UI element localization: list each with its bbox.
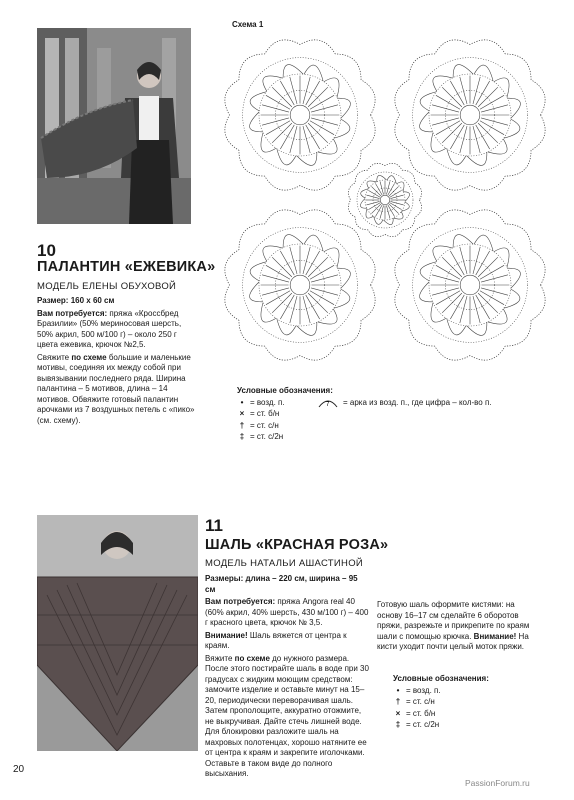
attention-label: Внимание! — [205, 630, 248, 640]
legend-1 — [237, 385, 537, 443]
size-label: Размеры: длина – 220 см, ширина – 95 см — [205, 574, 358, 594]
double-crochet-icon: † — [239, 420, 245, 430]
scheme-label: Схема 1 — [232, 20, 264, 29]
item-model: МОДЕЛЬ ЕЛЕНЫ ОБУХОВОЙ — [37, 281, 177, 292]
legend-arch: = арка из возд. п., где цифра – кол-во п. — [343, 397, 492, 407]
finish-post: На кисти уходит почти целый моток пряжи. — [377, 631, 529, 651]
item-description-left — [205, 574, 369, 782]
crochet-motif — [395, 210, 545, 360]
legend-item: = возд. п. — [250, 397, 285, 407]
item-number: 10 — [37, 241, 56, 260]
item-title: ШАЛЬ «КРАСНАЯ РОЗА» — [205, 537, 389, 553]
desc-bold: по схеме — [71, 352, 107, 362]
crochet-scheme-1 — [215, 30, 555, 370]
crochet-motif — [225, 210, 375, 360]
watermark: PassionForum.ru — [465, 778, 530, 788]
item-title: ПАЛАНТИН «ЕЖЕВИКА» — [37, 259, 216, 275]
desc-pre: Свяжите — [37, 352, 72, 362]
materials-text: пряжа «Кроссбред Бразилии» (50% мериносовая шерсть, 50% акрил, 500 м/100 г) – около 250 г цвета ежевика, крючок №2,5. — [37, 308, 182, 349]
legend-title: Условные обозначения: — [393, 674, 489, 683]
materials-label: Вам потребуется: — [205, 597, 276, 606]
arch-icon — [317, 397, 339, 409]
treble-crochet-icon: ‡ — [395, 720, 401, 729]
materials-text: пряжа Angora real 40 (60% акрил, 40% шерсть, 430 м/100 г) – 400 г красного цвета, крючок № 3,5. — [205, 597, 369, 627]
page-number: 20 — [13, 764, 25, 775]
desc-pre: Вяжите — [205, 653, 235, 663]
legend-item: = ст. б/н — [406, 708, 436, 718]
legend-2 — [393, 673, 523, 731]
legend-item: = ст. с/2н — [250, 432, 284, 441]
crochet-motif — [225, 40, 375, 190]
crochet-motif — [395, 40, 545, 190]
size-label: Размер: 160 х 60 см — [37, 296, 115, 305]
model-photo-scarf — [37, 28, 191, 224]
legend-item: = ст. с/н — [250, 420, 279, 430]
legend-item: = возд. п. — [406, 685, 441, 695]
legend-item: = ст. б/н — [250, 409, 280, 418]
chain-icon: • — [240, 397, 244, 407]
single-crochet-icon: × — [395, 708, 401, 718]
desc-post: до нужного размера. После этого постирайте шаль в воде при 30 градусах с жидким моющим средством: замочите изделие и оставьте минут на 15–20, периодически переворачивая шаль. Затем прополощите, аккуратно отожмите, не выкручивая. Дайте стечь лишней воде. Для блокировки разложите шаль на махровых полотенцах, хорошо натяните ее от центра к краям и закрепите иголочками. Оставьте в таком виде до полного высыхания. — [205, 653, 369, 778]
chain-icon: • — [396, 685, 400, 695]
materials-label: Вам потребуется: — [37, 308, 108, 318]
legend-item: = ст. с/2н — [406, 720, 440, 729]
double-crochet-icon: † — [395, 697, 401, 706]
single-crochet-icon: × — [239, 409, 245, 418]
item-description-right — [377, 600, 542, 655]
desc-post: большие и маленькие мотивы, соединяя их между собой при вывязывании последнего ряда. Ширина палантина – 5 мотивов, длина – 14 мотивов. Обвяжите готовый палантин арочками из 7 воздушных петель с «пико» (см. схему). — [37, 352, 195, 425]
model-photo-shawl — [37, 515, 198, 751]
finish-text: Готовую шаль оформите кистями: на основу 16–17 см сделайте 6 оборотов пряжи, разрежьте и прикрепите по краям шали с помощью крючка. — [377, 600, 530, 641]
crochet-motif — [348, 163, 421, 236]
legend-title: Условные обозначения: — [237, 386, 333, 395]
treble-crochet-icon: ‡ — [239, 432, 245, 441]
item-number: 11 — [205, 516, 223, 535]
legend-item: = ст. с/н — [406, 697, 435, 706]
item-model: МОДЕЛЬ НАТАЛЬИ АШАСТИНОЙ — [205, 558, 364, 569]
desc-bold: по схеме — [234, 653, 270, 663]
svg-text:7: 7 — [326, 401, 330, 408]
attention-text: Шаль вяжется от центра к краям. — [205, 630, 347, 650]
finish-attention: Внимание! — [473, 631, 517, 641]
item-description — [37, 296, 198, 428]
